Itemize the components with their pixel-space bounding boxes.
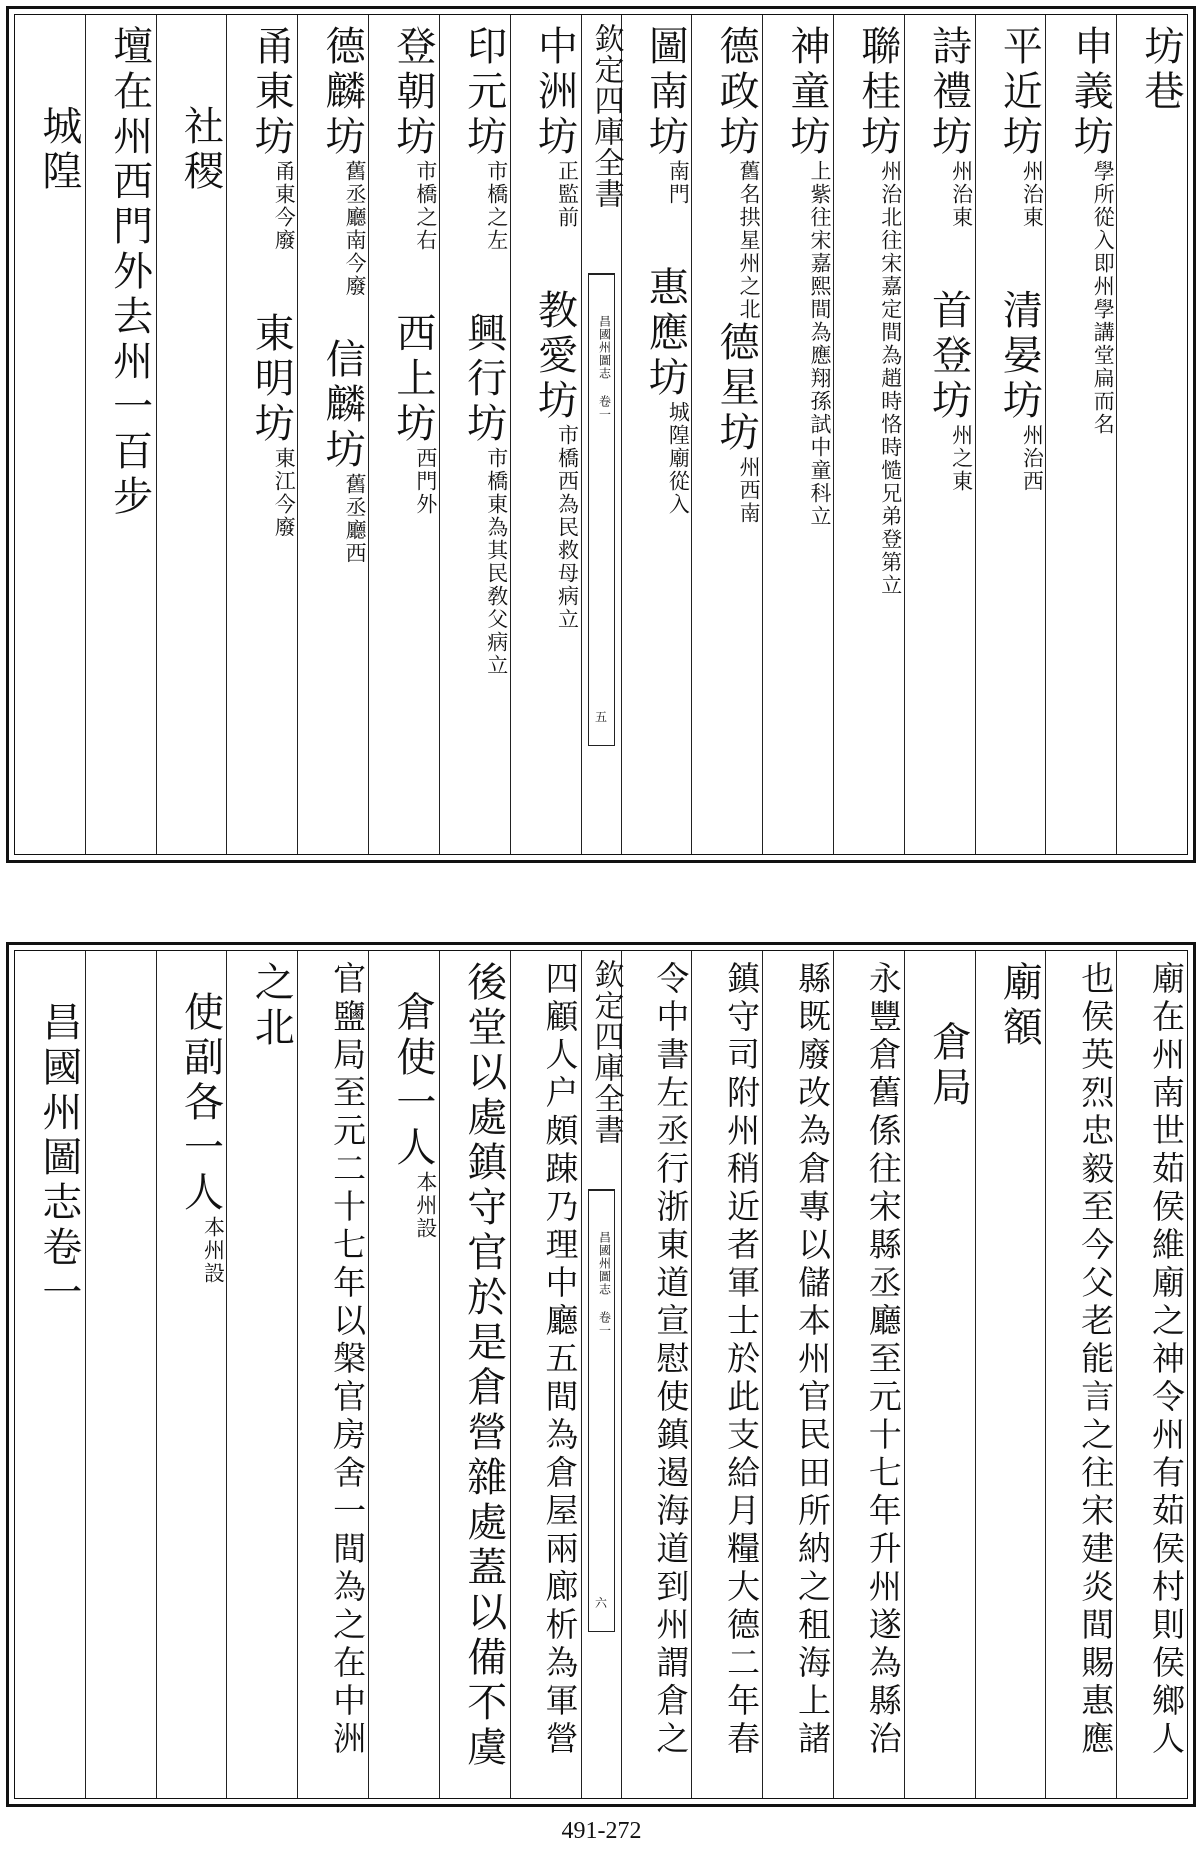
annotation: 市橋西為民救母病立 [555, 424, 580, 631]
column-text: 東明坊 [248, 312, 295, 447]
column-text: 信麟坊 [319, 338, 366, 473]
column-text: 平近坊 [996, 25, 1043, 160]
column-text: 登朝坊 [389, 25, 436, 160]
column-text: 使副各一人 [177, 991, 224, 1216]
bottom-col-9 [510, 951, 581, 1798]
gutter-page-number: 五 [594, 710, 607, 724]
column-text: 清晏坊 [996, 289, 1043, 424]
column-text: 社稷 [177, 105, 224, 195]
annotation: 舊丞廳西 [343, 473, 368, 565]
bottom-page [6, 942, 1196, 1807]
annotation: 學所從入即州學講堂扁而名 [1091, 160, 1116, 436]
bottom-col-4 [904, 951, 975, 1798]
column-text: 申義坊 [1067, 25, 1114, 160]
column-text: 西上坊 [389, 312, 436, 447]
bottom-col-14 [156, 951, 227, 1798]
bottom-col-6 [762, 951, 833, 1798]
annotation: 市橋之左 [484, 160, 509, 252]
gutter-page-number: 六 [594, 1596, 607, 1610]
top-col-5 [833, 15, 904, 854]
annotation: 市橋之右 [413, 160, 438, 252]
column-text: 中洲坊 [531, 25, 578, 160]
annotation: 舊丞廳南今廢 [343, 160, 368, 298]
bottom-col-7 [691, 951, 762, 1798]
bottom-col-16 [15, 951, 85, 1798]
column-text: 倉使一人 [389, 991, 436, 1171]
top-col-6 [762, 15, 833, 854]
column-text: 神童坊 [783, 25, 830, 160]
column-text: 廟在州南世茹侯維廟之神令州有茹侯村則侯鄉人 [1147, 961, 1186, 1759]
column-text: 倉局 [925, 1021, 972, 1111]
column-text: 甬東坊 [248, 25, 295, 160]
gutter-subtitle: 昌國州圖志 卷一 [597, 1231, 612, 1337]
bottom-col-1 [1116, 951, 1187, 1798]
column-text: 德政坊 [713, 25, 760, 160]
column-text: 鎮守司附州稍近者軍士於此支給月糧大德二年春 [722, 961, 762, 1759]
column-text: 廟額 [996, 961, 1043, 1051]
column-text: 興行坊 [460, 312, 507, 447]
gutter-title: 欽定四庫全書 [588, 959, 624, 1145]
top-col-15 [85, 15, 156, 854]
annotation: 東江今廢 [272, 447, 297, 539]
bottom-col-15 [85, 951, 156, 1798]
annotation: 正監前 [555, 160, 580, 229]
gutter-subtitle: 昌國州圖志 卷一 [597, 315, 612, 421]
top-col-8 [621, 15, 692, 854]
top-col-3 [975, 15, 1046, 854]
annotation: 州治西 [1020, 424, 1045, 493]
top-col-13 [226, 15, 297, 854]
column-text: 壇在州西門外去州一百步 [106, 25, 153, 520]
annotation: 州治東 [1020, 160, 1045, 229]
gutter-title: 欽定四庫全書 [588, 23, 624, 209]
column-text: 惠應坊 [642, 266, 689, 401]
top-col-4 [904, 15, 975, 854]
annotation: 本州設 [201, 1216, 226, 1285]
bottom-col-3 [975, 951, 1046, 1798]
bottom-col-2 [1045, 951, 1116, 1798]
gutter-box [588, 273, 615, 746]
annotation: 甬東今廢 [272, 160, 297, 252]
column-text: 令中書左丞行浙東道宣慰使鎮遏海道到州謂倉之 [651, 961, 691, 1759]
column-text: 德星坊 [713, 321, 760, 456]
top-col-7 [691, 15, 762, 854]
column-text: 四顧人户頗踈乃理中廳五間為倉屋兩廊析為軍營 [540, 961, 580, 1759]
top-page-frame [14, 14, 1188, 855]
top-col-10 [439, 15, 510, 854]
column-text: 圖南坊 [642, 25, 689, 160]
annotation: 市橋東為其民敎父病立 [484, 447, 509, 677]
bottom-gutter [581, 951, 624, 1798]
page-footer-number: 491-272 [561, 1818, 642, 1844]
column-text: 首登坊 [925, 289, 972, 424]
bottom-col-5 [833, 951, 904, 1798]
column-text: 官鹽局至元二十七年以槃官房舍一間為之在中洲 [328, 961, 368, 1759]
top-col-16 [15, 15, 85, 854]
bottom-page-frame [14, 950, 1188, 1799]
annotation: 州之東 [949, 424, 974, 493]
annotation: 州西南 [737, 456, 762, 525]
annotation: 州治東 [949, 160, 974, 229]
column-text: 城隍 [35, 105, 82, 195]
bottom-col-12 [297, 951, 368, 1798]
column-text: 坊巷 [1138, 25, 1184, 115]
bottom-col-8 [621, 951, 692, 1798]
column-text: 聯桂坊 [854, 25, 901, 160]
top-col-14 [156, 15, 227, 854]
top-col-12 [297, 15, 368, 854]
column-text: 後堂以處鎮守官於是倉營雜處蓋以備不虞 [460, 961, 507, 1771]
column-text: 縣既廢改為倉專以儲本州官民田所納之租海上諸 [792, 961, 832, 1759]
gutter-box [588, 1189, 615, 1632]
top-col-9 [510, 15, 581, 854]
bottom-col-10 [439, 951, 510, 1798]
column-text: 德麟坊 [319, 25, 366, 160]
column-text: 印元坊 [460, 25, 507, 160]
annotation: 上紫往宋嘉熙間為應翔孫試中童科立 [807, 160, 832, 528]
column-text: 教愛坊 [531, 289, 578, 424]
column-text: 永豐倉舊係往宋縣丞廳至元十七年升州遂為縣治 [863, 961, 903, 1759]
column-text: 詩禮坊 [925, 25, 972, 160]
annotation: 城隍廟從入 [666, 401, 691, 516]
annotation: 南門 [666, 160, 691, 206]
column-text: 之北 [248, 961, 295, 1051]
bottom-col-13 [226, 951, 297, 1798]
top-col-11 [368, 15, 439, 854]
annotation: 舊名拱星州之北 [737, 160, 762, 321]
top-gutter [581, 15, 624, 854]
annotation: 西門外 [413, 447, 438, 516]
column-text: 也侯英烈忠毅至今父老能言之往宋建炎間賜惠應 [1076, 961, 1116, 1759]
top-col-2 [1045, 15, 1116, 854]
top-page [6, 6, 1196, 863]
top-col-1 [1116, 15, 1187, 854]
column-text: 昌國州圖志卷一 [35, 1001, 82, 1316]
annotation: 本州設 [413, 1171, 438, 1240]
annotation: 州治北往宋嘉定間為趙時恪時慥兄弟登第立 [878, 160, 903, 597]
bottom-col-11 [368, 951, 439, 1798]
